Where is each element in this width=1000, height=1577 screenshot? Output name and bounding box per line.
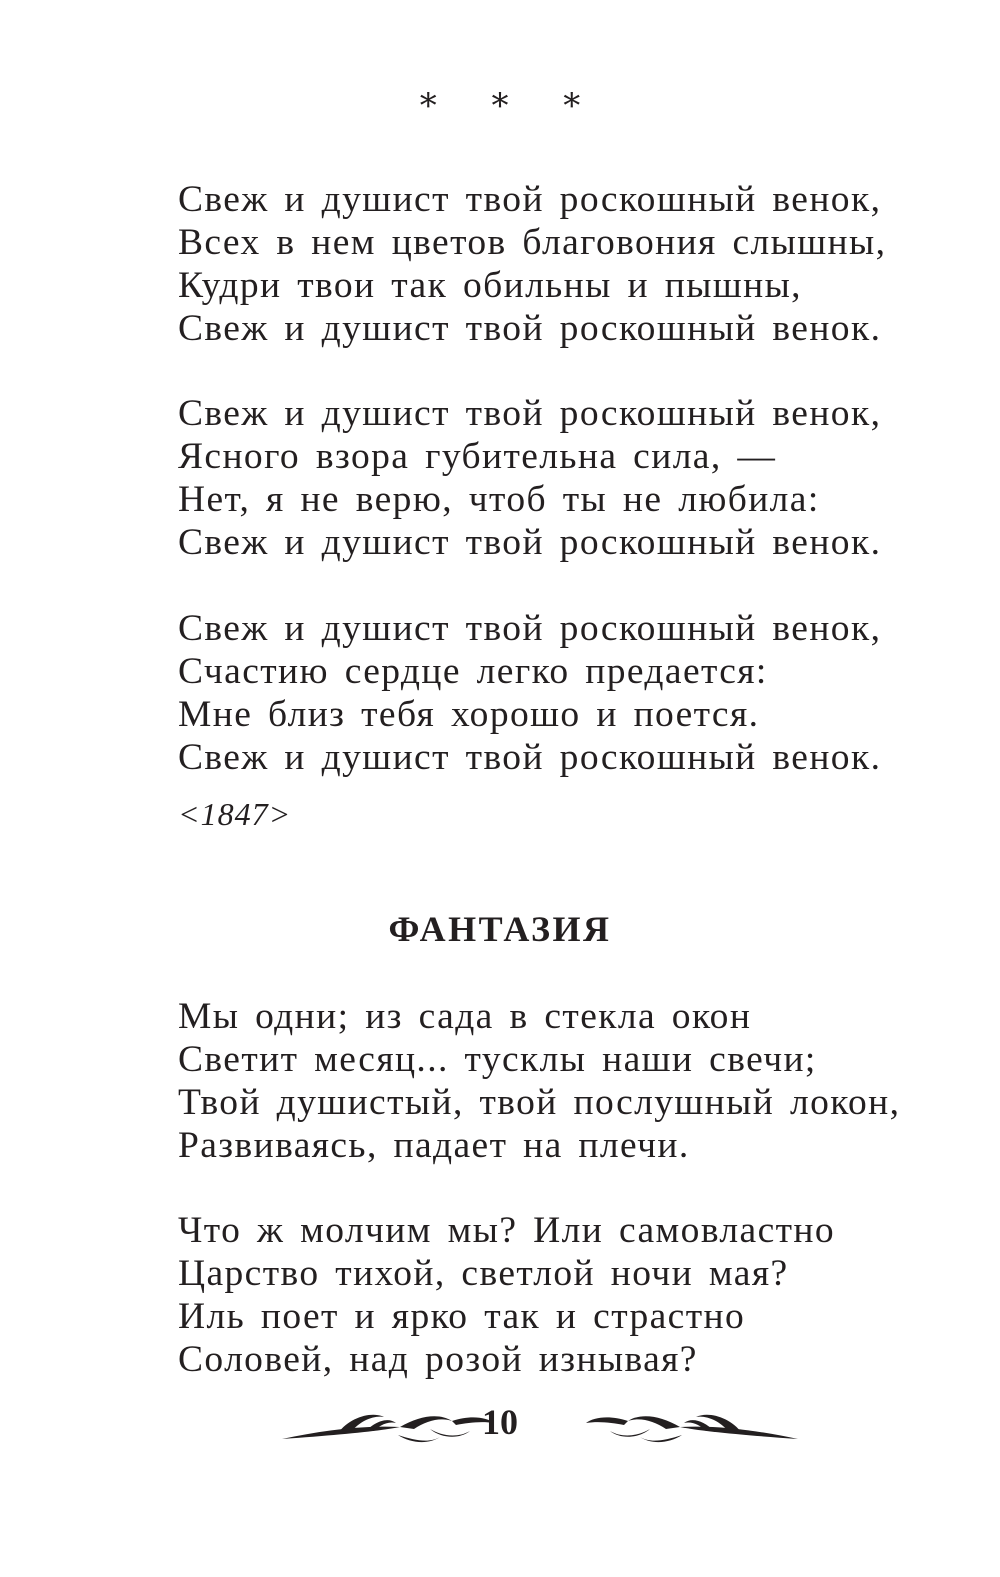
verse-line: Свеж и душист твой роскошный венок,	[178, 393, 882, 434]
verse-line: Свеж и душист твой роскошный венок.	[178, 737, 882, 778]
poem-title: ФАНТАЗИЯ	[388, 909, 612, 949]
verse-line: Свеж и душист твой роскошный венок,	[178, 179, 882, 220]
verse-line: Свеж и душист твой роскошный венок,	[178, 608, 882, 649]
verse-line: Твой душистый, твой послушный локон,	[178, 1082, 901, 1123]
page-number: 10	[482, 1402, 518, 1442]
poem2-stanza-2	[178, 1209, 835, 1381]
verse-line: Мы одни; из сада в стекла окон	[178, 996, 752, 1037]
poem2-stanza-1	[178, 995, 900, 1167]
verse-line: Развиваясь, падает на плечи.	[178, 1125, 690, 1166]
verse-line: Светит месяц... тусклы наши свечи;	[178, 1039, 817, 1080]
verse-line: Иль поет и ярко так и страстно	[178, 1296, 746, 1337]
verse-line: Свеж и душист твой роскошный венок.	[178, 308, 882, 349]
verse-line: Соловей, над розой изнывая?	[178, 1339, 698, 1380]
verse-line: Нет, я не верю, чтоб ты не любила:	[178, 479, 820, 520]
poem1-stanza-3	[178, 607, 881, 779]
section-separator: * * *	[419, 86, 603, 126]
verse-line: Кудри твои так обильны и пышны,	[178, 265, 802, 306]
verse-line: Что ж молчим мы? Или самовластно	[178, 1210, 836, 1251]
verse-line: Счастию сердце легко предается:	[178, 651, 768, 692]
verse-line: Царство тихой, светлой ночи мая?	[178, 1253, 789, 1294]
poem1-stanza-1	[178, 178, 886, 350]
verse-line: Ясного взора губительна сила, —	[178, 436, 777, 477]
poem-date: <1847>	[178, 796, 292, 832]
verse-line: Свеж и душист твой роскошный венок.	[178, 522, 882, 563]
verse-line: Мне близ тебя хорошо и поется.	[178, 694, 760, 735]
verse-line: Всех в нем цветов благовония слышны,	[178, 222, 887, 263]
poem1-stanza-2	[178, 392, 881, 564]
